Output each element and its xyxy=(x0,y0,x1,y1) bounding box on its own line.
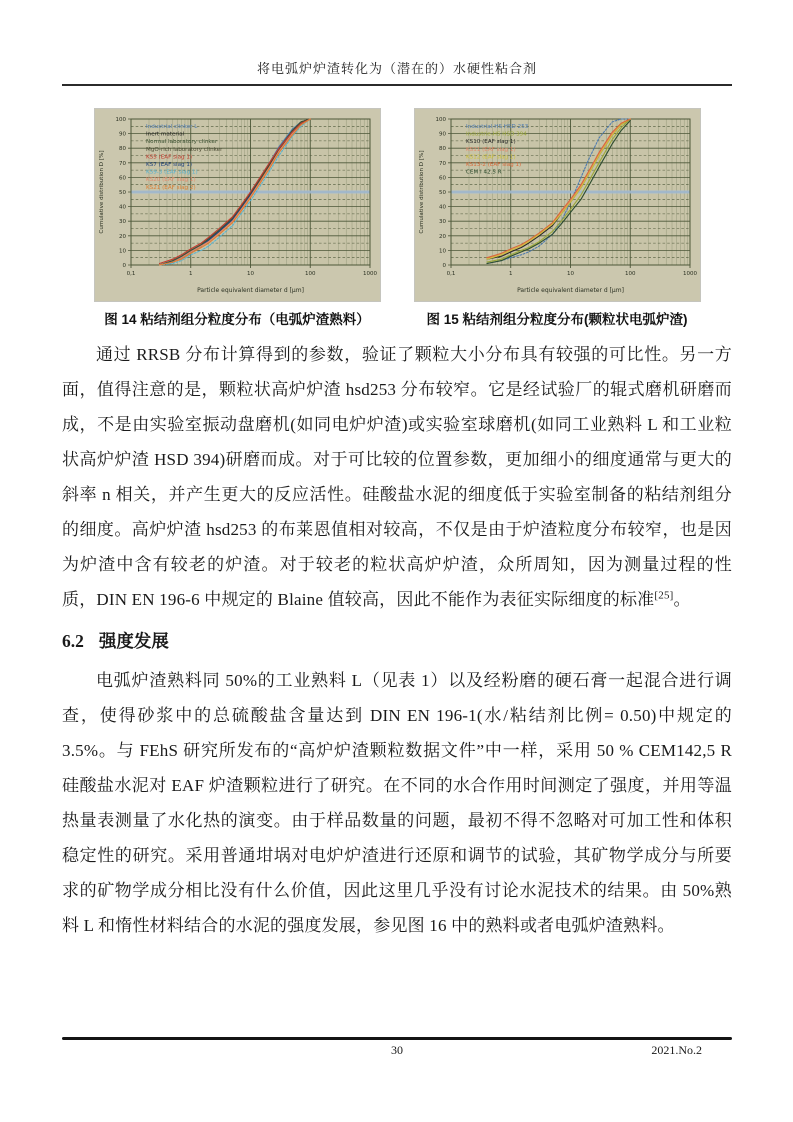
footer-divider xyxy=(62,1037,732,1040)
svg-text:80: 80 xyxy=(438,146,446,153)
svg-text:20: 20 xyxy=(438,233,446,240)
svg-text:1: 1 xyxy=(188,271,192,277)
svg-text:KS13-2 (EAF slag 1): KS13-2 (EAF slag 1) xyxy=(465,162,521,168)
svg-text:Cumulative distribution D [%]: Cumulative distribution D [%] xyxy=(98,150,105,234)
svg-text:10: 10 xyxy=(246,271,254,277)
svg-text:70: 70 xyxy=(118,160,126,167)
svg-text:40: 40 xyxy=(118,204,126,211)
page-body xyxy=(62,109,732,943)
svg-text:KS12 (EAF slag 1): KS12 (EAF slag 1) xyxy=(465,154,516,161)
svg-text:60: 60 xyxy=(118,175,126,182)
svg-text:20: 20 xyxy=(118,233,126,240)
svg-text:100: 100 xyxy=(115,117,126,123)
svg-text:30: 30 xyxy=(118,219,126,226)
figure-15-caption: 图 15 粘结剂组分粒度分布(颗粒状电弧炉渣) xyxy=(426,312,688,327)
svg-text:Normal laboratory clinker: Normal laboratory clinker xyxy=(145,139,217,146)
fig15-particle-size-chart xyxy=(415,109,700,301)
svg-text:0: 0 xyxy=(122,263,126,269)
svg-text:KS21 (EAF slag 2): KS21 (EAF slag 2) xyxy=(145,184,196,191)
svg-text:1000: 1000 xyxy=(362,271,377,277)
paragraph-1 xyxy=(62,337,732,617)
figure-14 xyxy=(95,109,380,328)
section-heading-6-2 xyxy=(62,628,732,654)
svg-text:10: 10 xyxy=(118,248,126,255)
svg-text:60: 60 xyxy=(438,175,446,182)
svg-text:70: 70 xyxy=(438,160,446,167)
svg-text:Industrial clinker L: Industrial clinker L xyxy=(145,124,197,130)
svg-text:Industrie-HS HSD 394: Industrie-HS HSD 394 xyxy=(465,131,527,138)
citation-25: [25] xyxy=(654,589,674,602)
svg-text:0,1: 0,1 xyxy=(446,271,455,277)
svg-text:90: 90 xyxy=(118,131,126,138)
svg-text:KS11 (EAF slag 1): KS11 (EAF slag 1) xyxy=(465,146,516,153)
svg-text:30: 30 xyxy=(438,219,446,226)
svg-text:50: 50 xyxy=(118,190,126,196)
figure-15 xyxy=(415,109,700,328)
issue-label: 2021.No.2 xyxy=(651,1043,702,1057)
paragraph-1-text: 通过 RRSB 分布计算得到的参数，验证了颗粒大小分布具有较强的可比性。另一方面，值得注意的是，颗粒状高炉炉渣 hsd253 分布较窄。它是经试验厂的辊式磨机研磨而成，不是由实验室振动盘磨机(如同电炉炉渣)或实验室球磨机(如同工业熟料 L 和工业粒状高炉炉渣 HSD 394)研磨而成。对于可比较的位置参数，更加细小的细度通常与更大的斜率 n 相关，并产生更大的反应活性。硅酸盐水泥的细度低于实验室制备的粘结剂组分的细度。高炉炉渣 hsd253 的布莱恩值相对较高，不仅是由于炉渣粒度分布较窄，也是因为炉渣中含有较老的炉渣。对于较老的粒状高炉炉渣，众所周知，因为测量过程的性质，DIN EN 196-6 中规定的 Blaine 值较高，因此不能作为表征实际细度的标准 xyxy=(62,345,732,609)
svg-text:KS5 (EAF slag 1): KS5 (EAF slag 1) xyxy=(145,154,192,161)
svg-text:KS7 (EAF slag 1): KS7 (EAF slag 1) xyxy=(145,162,192,168)
footer-content xyxy=(62,1043,732,1061)
section-title: 强度发展 xyxy=(98,631,169,651)
section-number: 6.2 xyxy=(62,631,84,651)
svg-text:100: 100 xyxy=(624,271,635,277)
svg-text:10: 10 xyxy=(438,248,446,255)
svg-text:CEM I 42.5 R: CEM I 42.5 R xyxy=(465,169,502,176)
svg-text:80: 80 xyxy=(118,146,126,153)
svg-text:10: 10 xyxy=(566,271,574,277)
paragraph-2: 电弧炉渣熟料同 50%的工业熟料 L（见表 1）以及经粉磨的硬石膏一起混合进行调查，使得砂浆中的总硫酸盐含量达到 DIN EN 196-1(水/粘结剂比例= 0.50)中规定的 3.5%。与 FEhS 研究所发布的“高炉炉渣颗粒数据文件”中一样，采用 50 % CEM142,5 R 硅酸盐水泥对 EAF 炉渣颗粒进行了研究。在不同的水合作用时间测定了强度，并用等温热量表测量了水化热的演变。由于样品数量的问题，最初不得不忽略对可加工性和体积稳定性的研究。采用普通坩埚对电炉炉渣进行还原和调节的试验，其矿物学成分与所要求的矿物学成分相比没有什么价值，因此这里几乎没有讨论水泥技术的结果。由 50%熟料 L 和惰性材料结合的水泥的强度发展，参见图 16 中的熟料或者电弧炉渣熟料。 xyxy=(62,671,732,935)
svg-text:50: 50 xyxy=(438,190,446,196)
figure-14-caption: 图 14 粘结剂组分粒度分布（电弧炉渣熟料） xyxy=(104,312,370,327)
svg-text:0: 0 xyxy=(442,263,446,269)
page-footer xyxy=(62,1037,732,1061)
svg-text:Cumulative distribution D [%]: Cumulative distribution D [%] xyxy=(418,150,425,234)
svg-text:Inert material: Inert material xyxy=(145,131,184,138)
svg-text:1: 1 xyxy=(508,271,512,277)
page-number: 30 xyxy=(391,1043,403,1057)
svg-text:100: 100 xyxy=(435,117,446,123)
svg-text:KS9-3 (EAF slag 1): KS9-3 (EAF slag 1) xyxy=(145,169,198,176)
paragraph-1-tail: 。 xyxy=(673,590,691,609)
svg-text:90: 90 xyxy=(438,131,446,138)
header-divider xyxy=(62,84,732,86)
svg-text:40: 40 xyxy=(438,204,446,211)
svg-text:MgO-rich laboratory clinker: MgO-rich laboratory clinker xyxy=(145,146,222,153)
fig14-particle-size-chart xyxy=(95,109,380,301)
svg-text:KS20 (EAF slag 1): KS20 (EAF slag 1) xyxy=(145,177,196,184)
page-header xyxy=(62,58,732,86)
svg-text:Particle equivalent diameter d: Particle equivalent diameter d [μm] xyxy=(516,287,624,294)
svg-text:100: 100 xyxy=(304,271,315,277)
svg-text:1000: 1000 xyxy=(682,271,697,277)
svg-text:Industrial-HS HSD 253: Industrial-HS HSD 253 xyxy=(465,124,528,130)
svg-text:KS10 (EAF slag 1): KS10 (EAF slag 1) xyxy=(465,139,516,146)
svg-text:Particle equivalent diameter d: Particle equivalent diameter d [μm] xyxy=(196,287,304,294)
svg-text:0,1: 0,1 xyxy=(126,271,135,277)
running-head-title: 将电弧炉炉渣转化为（潜在的）水硬性粘合剂 xyxy=(256,61,537,76)
figures-row xyxy=(62,109,732,328)
